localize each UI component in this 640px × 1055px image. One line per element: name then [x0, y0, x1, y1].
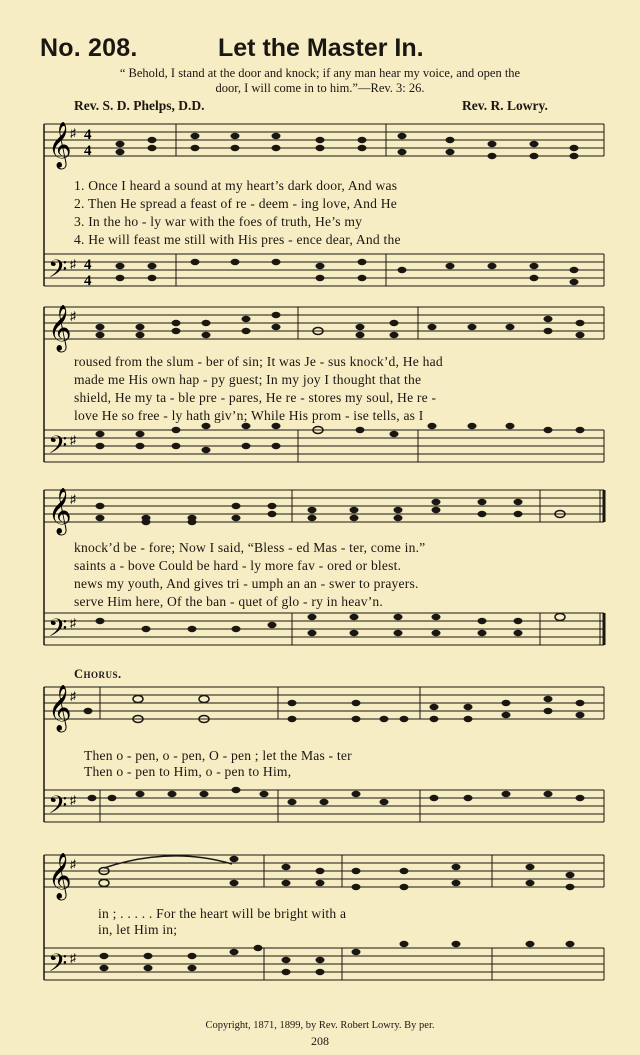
verse-1-line-2: roused from the slum - ber of sin; It was Je - sus knock’d, He had — [74, 354, 443, 369]
verse-2-line-3: saints a - bove Could be hard - ly more fav - ored or blest. — [74, 558, 402, 573]
verse-4-line-3: serve Him here, Of the ban - quet of glo - ry in heav’n. — [74, 594, 384, 609]
svg-text:𝄢: 𝄢 — [48, 431, 68, 466]
svg-text:♯: ♯ — [70, 492, 76, 506]
verse-3-line-2: shield, He my ta - ble pre - pares, He re - stores my soul, He re - — [74, 390, 437, 405]
svg-text:♯: ♯ — [70, 257, 76, 271]
scripture-line-2: door, I will come in to him.”—Rev. 3: 26. — [215, 81, 425, 95]
bass-clef-icon: 𝄢 — [48, 255, 68, 290]
chorus-label: Chorus. — [74, 667, 122, 681]
svg-text:𝄢: 𝄢 — [48, 614, 68, 649]
chorus-line-2-soprano: in ; . . . . . For the heart will be bright with a — [98, 906, 347, 921]
svg-text:𝄞: 𝄞 — [48, 685, 72, 731]
svg-text:♯: ♯ — [70, 616, 76, 630]
svg-text:4: 4 — [84, 273, 92, 289]
svg-text:♯: ♯ — [70, 793, 76, 807]
svg-text:4: 4 — [84, 143, 92, 159]
verse-4-line-1: 4. He will feast me still with His pres - ence dear, And the — [74, 232, 401, 247]
svg-text:𝄞: 𝄞 — [48, 305, 72, 351]
svg-text:𝄢: 𝄢 — [48, 791, 68, 826]
copyright-notice: Copyright, 1871, 1899, by Rev. Robert Lowry. By per. — [205, 1020, 435, 1031]
svg-text:♯: ♯ — [70, 309, 76, 323]
verse-2-line-1: 2. Then He spread a feast of re - deem - ing love, And He — [74, 196, 397, 211]
composer-credit: Rev. R. Lowry. — [462, 98, 548, 113]
chorus-line-1-soprano: Then o - pen, o - pen, O - pen ; let the Mas - ter — [84, 748, 352, 763]
svg-text:𝄞: 𝄞 — [48, 488, 72, 534]
verse-1-line-1: 1. Once I heard a sound at my heart’s dark door, And was — [74, 178, 398, 193]
hymn-number: No. 208. — [40, 34, 138, 62]
verse-3-line-3: news my youth, And gives tri - umph an an - swer to prayers. — [74, 576, 419, 591]
svg-text:♯: ♯ — [70, 857, 76, 871]
svg-text:𝄢: 𝄢 — [48, 949, 68, 984]
scripture-line-1: “ Behold, I stand at the door and knock; if any man hear my voice, and open the — [119, 66, 521, 80]
verse-1-line-3: knock’d be - fore; Now I said, “Bless - ed Mas - ter, come in.” — [74, 540, 426, 555]
sharp-icon: ♯ — [70, 126, 76, 140]
verse-2-line-2: made me His own hap - py guest; In my joy I thought that the — [74, 372, 422, 387]
svg-text:4: 4 — [84, 257, 92, 273]
author-credit: Rev. S. D. Phelps, D.D. — [74, 98, 205, 113]
page-number: 208 — [311, 1034, 329, 1048]
chorus-line-2-bass: in, let Him in; — [98, 922, 178, 937]
svg-text:♯: ♯ — [70, 689, 76, 703]
svg-text:𝄞: 𝄞 — [48, 853, 72, 899]
svg-text:♯: ♯ — [70, 951, 76, 965]
hymn-title: Let the Master In. — [218, 34, 424, 62]
verse-4-line-2: love He so free - ly hath giv’n; While His prom - ise tells, as I — [74, 408, 424, 423]
tie-icon — [104, 856, 232, 868]
verse-3-line-1: 3. In the ho - ly war with the foes of truth, He’s my — [74, 214, 363, 229]
svg-text:♯: ♯ — [70, 433, 76, 447]
treble-clef-icon: 𝄞 — [48, 122, 72, 168]
chorus-line-1-bass: Then o - pen to Him, o - pen to Him, — [84, 764, 292, 779]
time-signature: 4 — [84, 127, 92, 143]
